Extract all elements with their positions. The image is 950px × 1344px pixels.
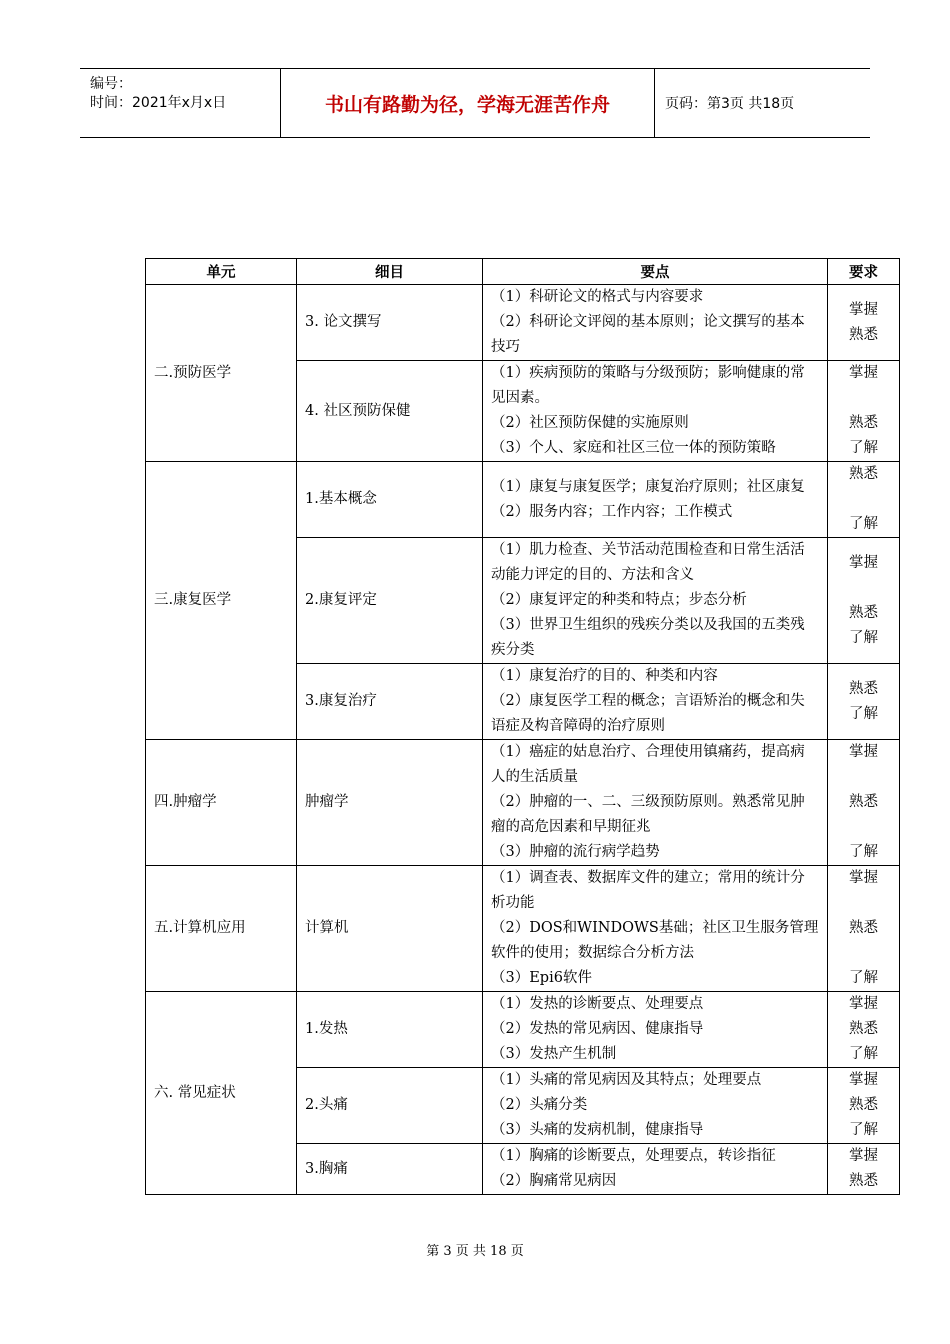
- point-line: （1）康复治疗的目的、种类和内容: [491, 668, 718, 684]
- point-line: （1）发热的诊断要点、处理要点: [491, 996, 704, 1012]
- requirement-level: 掌握: [849, 554, 878, 571]
- table-row: [146, 740, 900, 866]
- unit-cell: 六. 常见症状: [146, 992, 297, 1195]
- header-item: 细目: [297, 259, 483, 285]
- requirement-level: 熟悉: [849, 794, 878, 810]
- requirement-level: 掌握: [849, 1072, 878, 1088]
- point-line: （2）发热的常见病因、健康指导: [491, 1021, 704, 1037]
- requirement-level: 了解: [849, 1046, 878, 1062]
- requirement-level: 了解: [849, 440, 878, 456]
- point-line: （3）世界卫生组织的残疾分类以及我国的五类残疾分类: [491, 617, 805, 658]
- points-cell: [483, 462, 828, 538]
- requirement-level: 熟悉: [849, 920, 878, 936]
- requirement-level: 熟悉: [849, 326, 878, 343]
- point-line: （2）康复评定的种类和特点；步态分析: [491, 592, 747, 608]
- point-line: （2）DOS和WINDOWS基础；社区卫生服务管理软件的使用；数据综合分析方法: [491, 920, 819, 961]
- requirement-level: [828, 815, 899, 840]
- requirement-level: 熟悉: [849, 604, 878, 621]
- requirement-level: 掌握: [849, 870, 878, 886]
- table-row: [146, 992, 900, 1068]
- item-cell: 1.发热: [297, 992, 483, 1068]
- table-header-row: [146, 259, 900, 285]
- requirement-level: 掌握: [849, 1148, 878, 1164]
- point-line: （1）胸痛的诊断要点，处理要点，转诊指征: [491, 1148, 776, 1164]
- requirement-cell: [828, 1144, 900, 1195]
- unit-cell: 四.肿瘤学: [146, 740, 297, 866]
- requirement-level: 了解: [849, 705, 878, 722]
- requirement-level: 了解: [849, 970, 878, 986]
- header-requirement: 要求: [828, 259, 900, 285]
- syllabus-table: [145, 258, 900, 1195]
- point-line: （3）个人、家庭和社区三位一体的预防策略: [491, 440, 776, 456]
- points-cell: [483, 740, 828, 866]
- requirement-level: 了解: [849, 844, 878, 860]
- point-line: （1）调查表、数据库文件的建立；常用的统计分析功能: [491, 870, 805, 911]
- header-page-info: 页码：第3页 共18页: [665, 96, 795, 112]
- point-line: （1）癌症的姑息治疗、合理使用镇痛药，提高病人的生活质量: [491, 744, 805, 785]
- item-cell: 3.胸痛: [297, 1144, 483, 1195]
- point-line: （1）头痛的常见病因及其特点；处理要点: [491, 1072, 762, 1088]
- requirement-level: 熟悉: [849, 1173, 878, 1189]
- requirement-level: 了解: [849, 629, 878, 646]
- item-cell: 2.康复评定: [297, 538, 483, 664]
- requirement-cell: [828, 285, 900, 361]
- requirement-cell: [828, 740, 900, 866]
- requirement-level: 了解: [849, 1122, 878, 1138]
- points-cell: [483, 285, 828, 361]
- page-footer: 第 3 页 共 18 页: [426, 1244, 524, 1259]
- requirement-cell: [828, 664, 900, 740]
- item-cell: 3. 论文撰写: [297, 285, 483, 361]
- point-line: （1）康复与康复医学；康复治疗原则；社区康复: [491, 478, 805, 495]
- point-line: （2）科研论文评阅的基本原则；论文撰写的基本技巧: [491, 314, 805, 355]
- header-meta: [80, 69, 281, 137]
- requirement-cell: [828, 866, 900, 992]
- doc-time: 时间：2021年x月x日: [90, 95, 227, 111]
- points-cell: [483, 361, 828, 462]
- item-cell: 肿瘤学: [297, 740, 483, 866]
- requirement-cell: [828, 462, 900, 538]
- requirement-level: 掌握: [849, 996, 878, 1012]
- requirement-cell: [828, 361, 900, 462]
- item-cell: 计算机: [297, 866, 483, 992]
- requirement-cell: [828, 1068, 900, 1144]
- item-cell: 4. 社区预防保健: [297, 361, 483, 462]
- point-line: （1）科研论文的格式与内容要求: [491, 289, 704, 305]
- points-cell: [483, 664, 828, 740]
- requirement-level: [828, 576, 899, 601]
- table-row: [146, 462, 900, 538]
- requirement-level: 熟悉: [849, 466, 878, 482]
- requirement-level: 了解: [849, 516, 878, 532]
- point-line: （2）肿瘤的一、二、三级预防原则。熟悉常见肿瘤的高危因素和早期征兆: [491, 794, 805, 835]
- requirement-level: [828, 487, 899, 512]
- item-cell: 2.头痛: [297, 1068, 483, 1144]
- requirement-level: 熟悉: [849, 415, 878, 431]
- item-cell: 1.基本概念: [297, 462, 483, 538]
- point-line: （3）发热产生机制: [491, 1046, 617, 1062]
- unit-cell: 五.计算机应用: [146, 866, 297, 992]
- requirement-cell: [828, 992, 900, 1068]
- points-cell: [483, 992, 828, 1068]
- table-row: [146, 866, 900, 992]
- requirement-level: 熟悉: [849, 1097, 878, 1113]
- requirement-cell: [828, 538, 900, 664]
- point-line: （3）Epi6软件: [491, 970, 592, 986]
- requirement-level: 掌握: [849, 744, 878, 760]
- points-cell: [483, 1144, 828, 1195]
- point-line: （2）服务内容；工作内容；工作模式: [491, 503, 733, 520]
- point-line: （2）头痛分类: [491, 1097, 588, 1113]
- requirement-level: [828, 891, 899, 916]
- points-cell: [483, 1068, 828, 1144]
- doc-number: 编号：: [90, 76, 132, 92]
- header-motto: 书山有路勤为径，学海无涯苦作舟: [281, 69, 655, 137]
- points-cell: [483, 538, 828, 664]
- point-line: （1）疾病预防的策略与分级预防；影响健康的常见因素。: [491, 365, 805, 406]
- unit-cell: 二.预防医学: [146, 285, 297, 462]
- point-line: （3）肿瘤的流行病学趋势: [491, 844, 660, 860]
- header-unit: 单元: [146, 259, 297, 285]
- table-body: [146, 285, 900, 1195]
- item-cell: 3.康复治疗: [297, 664, 483, 740]
- page-header: [80, 68, 870, 138]
- table-row: [146, 285, 900, 361]
- requirement-level: 熟悉: [849, 1021, 878, 1037]
- point-line: （2）社区预防保健的实施原则: [491, 415, 689, 431]
- points-cell: [483, 866, 828, 992]
- point-line: （1）肌力检查、关节活动范围检查和日常生活活动能力评定的目的、方法和含义: [491, 542, 805, 583]
- unit-cell: 三.康复医学: [146, 462, 297, 740]
- requirement-level: [828, 386, 899, 411]
- requirement-level: 掌握: [849, 301, 878, 318]
- point-line: （2）康复医学工程的概念；言语矫治的概念和失语症及构音障碍的治疗原则: [491, 693, 805, 734]
- requirement-level: 熟悉: [849, 680, 878, 697]
- point-line: （2）胸痛常见病因: [491, 1173, 617, 1189]
- requirement-level: [828, 941, 899, 966]
- requirement-level: 掌握: [849, 365, 878, 381]
- requirement-level: [828, 765, 899, 790]
- point-line: （3）头痛的发病机制，健康指导: [491, 1122, 704, 1138]
- header-points: 要点: [483, 259, 828, 285]
